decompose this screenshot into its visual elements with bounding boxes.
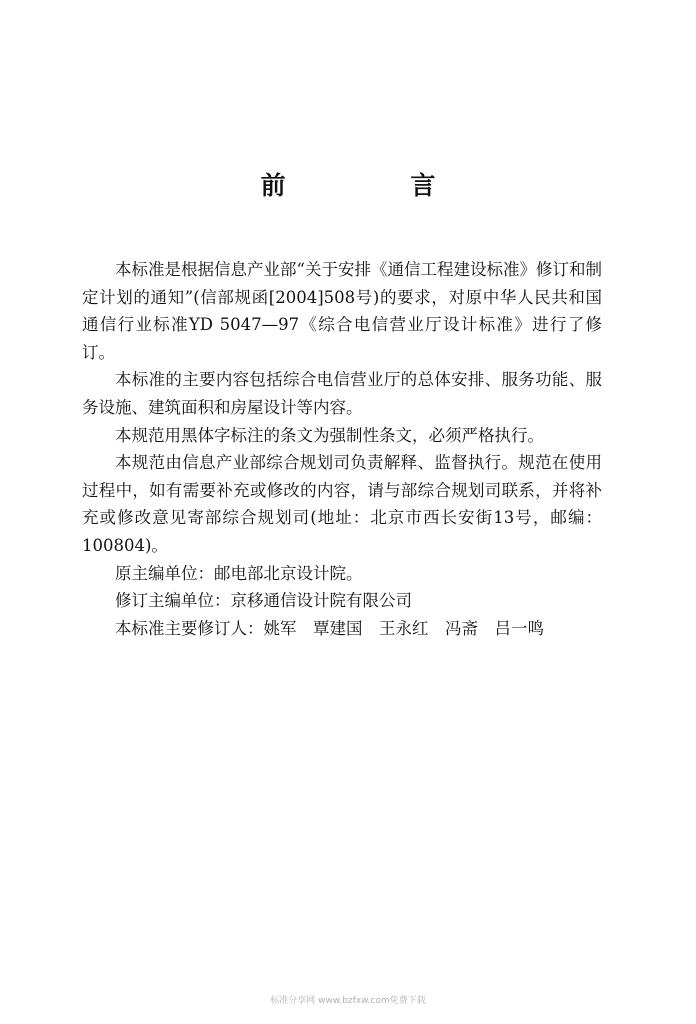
- preface-paragraph-1: 本标准是根据信息产业部“关于安排《通信工程建设标准》修订和制定计划的通知”(信部规函[2004]508号)的要求，对原中华人民共和国通信行业标准YD 5047—97《综合电信营业厅设计标准》进行了修订。: [82, 260, 602, 362]
- footer-watermark: 标准分享网 www.bzfxw.com免费下载: [270, 996, 426, 1006]
- main-revisers-line: 本标准主要修订人：姚军 覃建国 王永红 冯斋 吕一鸣: [115, 618, 544, 638]
- page-title: 前 言: [260, 171, 494, 200]
- preface-body: [82, 256, 602, 642]
- preface-paragraph-2: 本标准的主要内容包括综合电信营业厅的总体安排、服务功能、服务设施、建筑面积和房屋设计等内容。: [82, 370, 602, 417]
- original-editor-line: 原主编单位：邮电部北京设计院。: [115, 563, 363, 583]
- revision-editor-line: 修订主编单位：京移通信设计院有限公司: [115, 591, 412, 611]
- preface-paragraph-3: 本规范用黑体字标注的条文为强制性条文，必须严格执行。: [115, 425, 544, 445]
- preface-paragraph-4: 本规范由信息产业部综合规划司负责解释、监督执行。规范在使用过程中，如有需要补充或修改的内容，请与部综合规划司联系，并将补充或修改意见寄部综合规划司(地址：北京市西长安街13号，邮编：100804)。: [82, 453, 602, 555]
